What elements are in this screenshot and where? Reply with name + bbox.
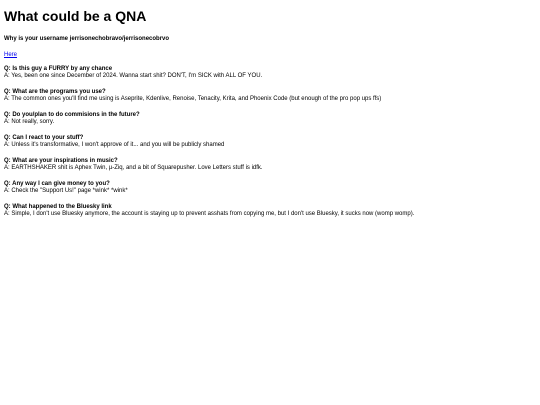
qa-item-inspirations	[4, 158, 540, 172]
qa-question: Q: Is this guy a FURRY by any chance	[4, 66, 113, 72]
qa-item-money	[4, 181, 540, 195]
page-title: What could be a QNA	[4, 8, 147, 24]
qa-question: Q: What happened to the Bluesky link	[4, 204, 112, 210]
intro-question: Why is your username jerrisonechobravo/jerrisonecobrvo	[4, 36, 170, 42]
qa-question: Q: What are the programs you use?	[4, 89, 106, 95]
qa-answer: A: Unless it's transformative, I won't approve of it... and you will be publicly shamed	[4, 142, 225, 148]
qa-answer: A: Check the "Support Us!" page *wink* *wink*	[4, 188, 128, 194]
qa-item-react	[4, 135, 540, 149]
qa-answer: A: Yes, been one since December of 2024. Wanna start shit? DON'T, I'm SICK with ALL OF YOU.	[4, 73, 263, 79]
here-link[interactable]: Here	[4, 52, 18, 58]
qa-question: Q: What are your inspirations in music?	[4, 158, 118, 164]
qa-item-commissions	[4, 112, 540, 126]
qa-answer: A: The common ones you'll find me using is Aseprite, Kdenlive, Renoise, Tenacity, Krita, and Phoenix Code (but enough of the pro pop ups ffs)	[4, 96, 382, 102]
qa-answer: A: EARTHSHAKER shit is Aphex Twin, µ-Ziq, and a bit of Squarepusher. Love Letters stuff is idfk.	[4, 165, 263, 171]
qa-item-furry	[4, 66, 540, 80]
qa-answer: A: Simple, I don't use Bluesky anymore, the account is staying up to prevent asshats from copying me, but I don't use Bluesky, it sucks now (womp womp).	[4, 211, 415, 217]
qa-question: Q: Do you/plan to do commisions in the future?	[4, 112, 140, 118]
qa-question: Q: Can I react to your stuff?	[4, 135, 84, 141]
qa-item-bluesky	[4, 204, 540, 218]
qa-answer: A: Not really, sorry.	[4, 119, 55, 125]
qa-question: Q: Any way I can give money to you?	[4, 181, 110, 187]
qa-item-programs	[4, 89, 540, 103]
